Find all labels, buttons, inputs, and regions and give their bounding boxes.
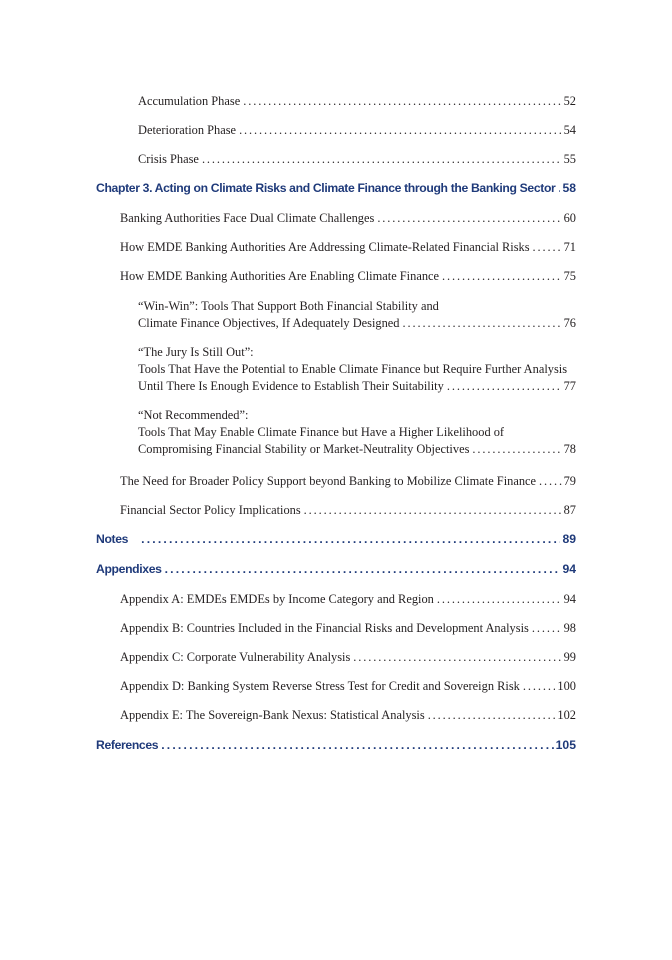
- toc-entry-title: Until There Is Enough Evidence to Establish Their Suitability: [138, 379, 444, 393]
- toc-entry-title: Climate Finance Objectives, If Adequately Designed: [138, 316, 400, 330]
- toc-entry-page: 87: [563, 503, 576, 517]
- toc-entry-line: Tools That Have the Potential to Enable Climate Finance but Require Further Analysis: [138, 362, 568, 376]
- toc-entry-page: 76: [563, 316, 576, 330]
- toc-entry-page: 71: [563, 240, 576, 254]
- toc-entry-line: “Not Recommended”:: [138, 408, 249, 422]
- dot-leader: [428, 708, 556, 723]
- toc-entry-page: 52: [563, 94, 576, 108]
- toc-entry-title: Appendix D: Banking System Reverse Stress Test for Credit and Sovereign Risk: [120, 679, 520, 693]
- toc-entry-last-line: [138, 441, 576, 458]
- toc-entry-title: Crisis Phase: [138, 152, 199, 166]
- toc-entry-jury-still-out[interactable]: [138, 344, 576, 395]
- dot-leader: [202, 152, 562, 167]
- dot-leader: [243, 94, 561, 109]
- toc-entry-appendix-e[interactable]: [120, 708, 576, 723]
- toc-appendixes[interactable]: [96, 562, 576, 576]
- dot-leader: [472, 441, 561, 458]
- toc-entry-page: 79: [563, 474, 576, 488]
- toc-chapter-title: Chapter 3. Acting on Climate Risks and Climate Finance through the Banking Sector: [96, 181, 556, 195]
- toc-entry-deterioration-phase[interactable]: [138, 123, 576, 138]
- toc-entry-accumulation-phase[interactable]: [138, 94, 576, 109]
- toc-entry-page: 54: [563, 123, 576, 137]
- dot-leader: [403, 315, 562, 332]
- dot-leader: [377, 211, 561, 226]
- toc-entry-title: How EMDE Banking Authorities Are Addressing Climate-Related Financial Risks: [120, 240, 530, 254]
- toc-heading-page: 105: [555, 738, 576, 752]
- dot-leader: [304, 503, 562, 518]
- toc-entry-page: 55: [563, 152, 576, 166]
- dot-leader: [141, 532, 560, 546]
- toc-entry-title: Banking Authorities Face Dual Climate Challenges: [120, 211, 375, 225]
- toc-entry-line: “Win-Win”: Tools That Support Both Financial Stability and: [138, 299, 439, 313]
- toc-entry-enabling-finance[interactable]: [120, 269, 576, 284]
- dot-leader: [532, 621, 562, 636]
- toc-heading-title: Notes: [96, 532, 129, 546]
- toc-entry-title: Financial Sector Policy Implications: [120, 503, 301, 517]
- dot-leader: [239, 123, 562, 138]
- toc-entry-title: Accumulation Phase: [138, 94, 241, 108]
- dot-leader: [447, 378, 562, 395]
- toc-entry-page: 75: [563, 269, 576, 283]
- toc-chapter-page: 58: [562, 181, 576, 195]
- dot-leader: [539, 474, 562, 489]
- toc-entry-not-recommended[interactable]: [138, 407, 576, 458]
- toc-entry-last-line: [138, 378, 576, 395]
- toc-entry-page: 100: [557, 679, 576, 693]
- dot-leader: [442, 269, 562, 284]
- toc-entry-title: Compromising Financial Stability or Market-Neutrality Objectives: [138, 442, 470, 456]
- toc-entry-page: 60: [563, 211, 576, 225]
- toc-entry-policy-implications[interactable]: [120, 503, 576, 518]
- toc-entry-appendix-a[interactable]: [120, 592, 576, 607]
- dot-leader: [161, 738, 553, 752]
- toc-entry-crisis-phase[interactable]: [138, 152, 576, 167]
- toc-chapter-3[interactable]: [96, 181, 576, 195]
- dot-leader: [437, 592, 562, 607]
- toc-notes[interactable]: [96, 532, 576, 546]
- toc-entry-title: The Need for Broader Policy Support beyond Banking to Mobilize Climate Finance: [120, 474, 537, 488]
- toc-entry-last-line: [138, 315, 576, 332]
- dot-leader: [523, 679, 556, 694]
- toc-entry-appendix-b[interactable]: [120, 621, 576, 636]
- toc-entry-appendix-c[interactable]: [120, 650, 576, 665]
- toc-entry-appendix-d[interactable]: [120, 679, 576, 694]
- toc-entry-title: Deterioration Phase: [138, 123, 237, 137]
- dot-leader: [165, 562, 561, 576]
- toc-entry-title: Appendix C: Corporate Vulnerability Analysis: [120, 650, 351, 664]
- dot-leader: [558, 181, 560, 195]
- toc-heading-page: 89: [562, 532, 576, 546]
- toc-entry-page: 98: [563, 621, 576, 635]
- toc-entry-title: Appendix E: The Sovereign-Bank Nexus: Statistical Analysis: [120, 708, 425, 722]
- dot-leader: [533, 240, 562, 255]
- toc-entry-page: 99: [563, 650, 576, 664]
- toc-entry-title: How EMDE Banking Authorities Are Enabling Climate Finance: [120, 269, 440, 283]
- toc-heading-page: 94: [562, 562, 576, 576]
- toc-entry-win-win[interactable]: [138, 298, 576, 332]
- toc-entry-page: 78: [563, 442, 576, 456]
- toc-heading-title: Appendixes: [96, 562, 162, 576]
- toc-heading-title: References: [96, 738, 159, 752]
- toc-entry-line: “The Jury Is Still Out”:: [138, 345, 254, 359]
- toc-entry-page: 77: [563, 379, 576, 393]
- toc-entry-addressing-risks[interactable]: [120, 240, 576, 255]
- toc-entry-title: Appendix B: Countries Included in the Financial Risks and Development Analysis: [120, 621, 529, 635]
- toc-entry-page: 102: [557, 708, 576, 722]
- toc-entry-page: 94: [563, 592, 576, 606]
- toc-entry-broader-policy[interactable]: [120, 474, 576, 489]
- toc-entry-title: Appendix A: EMDEs EMDEs by Income Category and Region: [120, 592, 434, 606]
- dot-leader: [353, 650, 561, 665]
- toc-references[interactable]: [96, 738, 576, 752]
- toc-entry-line: Tools That May Enable Climate Finance but Have a Higher Likelihood of: [138, 425, 505, 439]
- toc-entry-dual-challenges[interactable]: [120, 211, 576, 226]
